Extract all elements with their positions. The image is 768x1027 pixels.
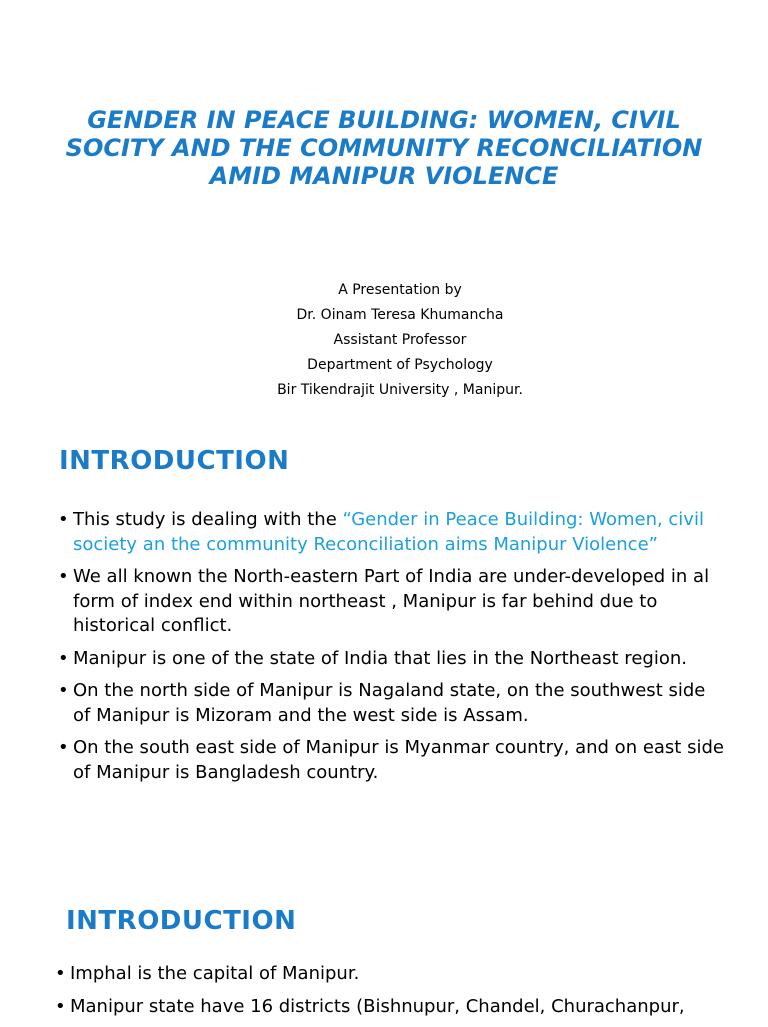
bullet-item: • On the north side of Manipur is Nagaland state, on the southwest side of Manipur is Mizoram and the west side is Assam. bbox=[58, 679, 728, 728]
bullet-text: This study is dealing with the bbox=[73, 509, 343, 530]
section-heading: INTRODUCTION bbox=[59, 446, 290, 476]
title-slide bbox=[0, 0, 768, 430]
bullet-list bbox=[55, 962, 735, 1027]
bullet-item: • On the south east side of Manipur is Myanmar country, and on east side of Manipur is Bangladesh country. bbox=[58, 736, 728, 785]
highlighted-study-title: “Gender in Peace Building: Women, civil society an the community Reconciliation aims Manipur Violence” bbox=[73, 509, 704, 555]
bullet-item: • Manipur state have 16 districts (Bishnupur, Chandel, Churachanpur, bbox=[55, 995, 735, 1020]
byline-line: Bir Tikendrajit University , Manipur. bbox=[277, 382, 523, 398]
presenter-byline bbox=[150, 278, 650, 403]
bullet-item: • Manipur is one of the state of India that lies in the Northeast region. bbox=[58, 647, 728, 672]
section-heading: INTRODUCTION bbox=[66, 906, 297, 936]
byline-line: A Presentation by bbox=[338, 282, 462, 298]
bullet-item bbox=[58, 508, 728, 557]
bullet-list bbox=[58, 508, 728, 793]
byline-line: Dr. Oinam Teresa Khumancha bbox=[296, 307, 504, 323]
presentation-title: GENDER IN PEACE BUILDING: WOMEN, CIVIL SOCITY AND THE COMMUNITY RECONCILIATION AMID MANIPUR VIOLENCE bbox=[65, 106, 703, 190]
introduction-slide-continued bbox=[0, 880, 768, 1024]
bullet-item: • We all known the North-eastern Part of India are under-developed in al form of index end within northeast , Manipur is far behind due to historical conflict. bbox=[58, 565, 728, 639]
byline-line: Assistant Professor bbox=[333, 332, 467, 348]
introduction-slide bbox=[0, 430, 768, 850]
byline-line: Department of Psychology bbox=[307, 357, 493, 373]
bullet-item: • Imphal is the capital of Manipur. bbox=[55, 962, 735, 987]
